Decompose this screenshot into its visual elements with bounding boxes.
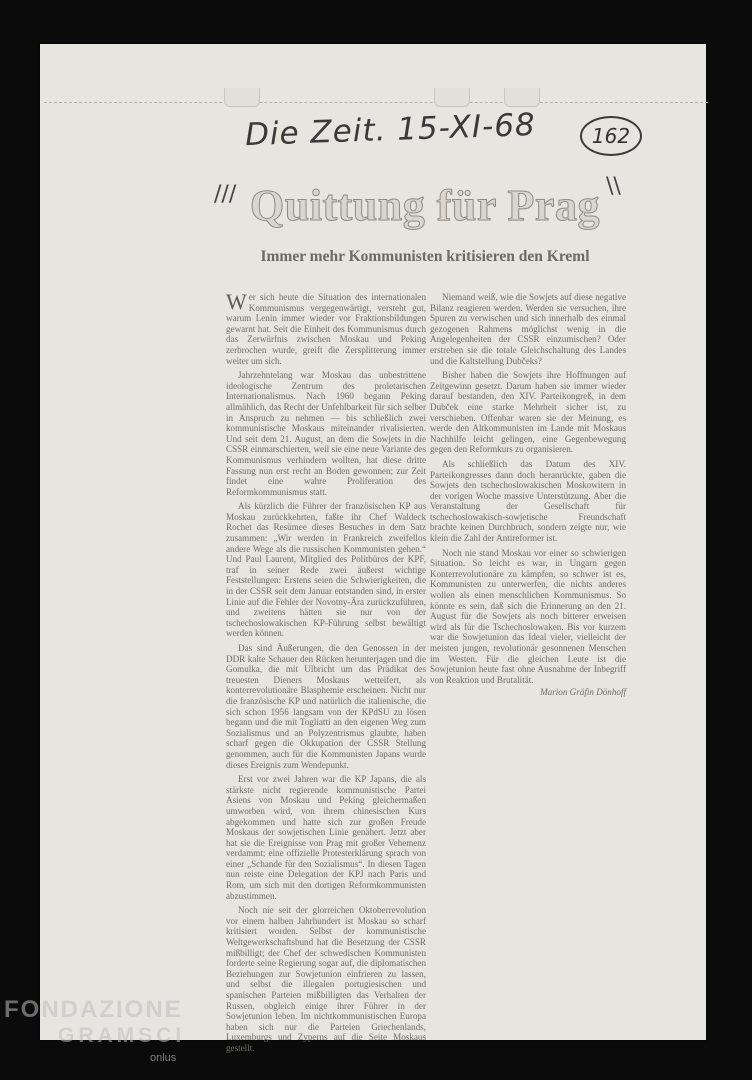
handwritten-source-note: Die Zeit. 15-XI-68 — [244, 106, 537, 154]
paragraph: Jahrzehntelang war Moskau das unbestrittene ideologische Zentrum des proletarischen Internationalismus. Nach 1960 begann Peking allmählich, das Recht der Unfehlbarkeit für sich selber in Anspruch zu nehmen — bis schließlich zwei kommunistische Moskaus miteinander rivalisierten. Und seit dem 21. August, an dem die Sowjets in die CSSR einmarschierten, weil sie eine neue Variante des Kommunismus verhindern wollten, hat diese dritte Fassung nun erst recht an Boden gewonnen; zur Zeit findet eine wahre Proliferation des Reformkommunismus statt. — [226, 370, 426, 497]
paragraph-text: er sich heute die Situation des internationalen Kommunismus vergegenwärtigt, versteht gut, warum Lenin immer wieder vor Fraktionsbildungen gewarnt hat. Seit die Einheit des Kommunismus durch das Zerwürfnis zwischen Moskau und Peking zerbrochen wurde, greift die Zersplitterung immer weiter um sich. — [226, 292, 426, 366]
article-headline: Quittung für Prag — [250, 181, 600, 230]
article-subheadline: Immer mehr Kommunisten kritisieren den Kreml — [260, 248, 590, 265]
paragraph: Noch nie stand Moskau vor einer so schwierigen Situation. So leicht es war, in Ungarn gegen Konterrevolutionäre zu kämpfen, so schwer ist es, Kommunisten zu unterwerfen, die nichts anderes wollen als einen menschlichen Kommunismus. So könnte es sein, daß sich die Erinnerung an den 21. August für die Sowjets als noch bitterer erweisen wird als für die Tschechoslowaken. Bis vor kurzem war die Sowjetunion das Ideal vieler, vielleicht der meisten jungen, revolutionär gesonnenen Menschen im Westen. Für die gleichen Leute ist die Sowjetunion heute fast ohne Ausnahme der Inbegriff von Reaktion und Brutalität. — [430, 547, 626, 685]
watermark-logo — [4, 996, 185, 1048]
paragraph-text: W — [226, 289, 247, 314]
paragraph: Bisher haben die Sowjets ihre Hoffnungen auf Zeitgewinn gesetzt. Darum haben sie immer wieder darauf bestanden, den XIV. Parteikongreß, in dem Dubček eine starke Mehrheit sicher ist, zu verschieben. Offenbar waren sie der Meinung, es werde den Altkommunisten im Lande mit Moskaus Nachhilfe leicht gelingen, eine Gegenbewegung gegen den Reformkurs zu organisieren. — [430, 370, 626, 455]
paragraph: Niemand weiß, wie die Sowjets auf diese negative Bilanz reagieren werden. Werden sie versuchen, ihre Spuren zu verwischen und sich innerhalb des einmal gezogenen Rahmens möglichst wenig in die Angelegenheiten der CSSR einzumischen? Oder erstreben sie die totale Gleichschaltung des Landes und die Kaltstellung Dubčeks? — [430, 292, 626, 366]
watermark-line2: GRAMSCI — [58, 1024, 186, 1047]
pen-mark-right: \\ — [606, 174, 621, 199]
paragraph: Als schließlich das Datum des XIV. Parteikongresses dann doch heranrückte, gaben die Sowjets den tschechoslowakischen Moskowitern in der vorigen Woche massive Unterstützung. Aber die Veranstaltung der Gesellschaft für tschechoslowakisch-sowjetische Freundschaft brachte keinen Durchbruch, sondern zeigte nur, wie klein die Zahl der Antireformer ist. — [430, 458, 626, 544]
watermark-line1: FONDAZIONE — [4, 996, 183, 1023]
paragraph: Erst vor zwei Jahren war die KP Japans, die als stärkste nicht regierende kommunistische Partei Asiens von Moskau und Peking gleichermaßen umworben wird, von ihrem chinesischen Kurs abgekommen und hatte sich zur großen Freude Moskaus der sowjetischen Linie genähert. Jetzt aber hat sie die Ereignisse von Prag mit großer Vehemenz verdammt; eine offizielle Protesterklärung sprach von einer „Schande für den Sozialismus“. In diesen Tagen nun reiste eine Delegation der KPJ nach Paris und Rom, um sich mit den dortigen Reformkommunisten abzustimmen. — [226, 774, 426, 901]
archive-number: 162 — [591, 124, 631, 148]
paragraph: Noch nie seit der glorreichen Oktoberrevolution vor einem halben Jahrhundert ist Moskau so scharf kritisiert worden. Selbst der kommunistische Weltgewerkschaftsbund hat die Besetzung der CSSR mißbilligt; der Chef der schwedischen Kommunisten forderte seine Regierung sogar auf, die diplomatischen Beziehungen zur Sowjetunion einfrieren zu lassen, und selbst die illegalen portugiesischen und spanischen Parteien mißbilligten das Verhalten der Russen, obgleich einige ihrer Führer in der Sowjetunion leben. Im nichtkommunistischen Europa haben sich nur die Parteien Griechenlands, Luxemburgs und Zyperns auf die Seite Moskaus gestellt. — [226, 905, 426, 1053]
clip-mark — [224, 88, 260, 107]
article-column-right — [430, 292, 626, 698]
watermark-suffix: onlus — [150, 1052, 177, 1064]
archive-number-circle — [580, 116, 642, 156]
binding-strip — [44, 58, 708, 103]
paragraph: Als kürzlich die Führer der französischen KP aus Moskau zurückkehrten, faßte ihr Chef Waldeck Rochet das Resümee dieses Besuches in dem Satz zusammen: „Wir werden in Frankreich zweifellos andere Wege als die russischen Kommunisten gehen.“ Und Paul Laurent, Mitglied des Politbüros der KPF, traf in seiner Rede zwei äußerst wichtige Feststellungen: Erstens seien die Schwierigkeiten, die in der CSSR seit dem Januar entstanden sind, in erster Linie auf die Fehler der Novotny-Ära zurückzuführen, und zweitens hätten sie nur von der tschechoslowakischen KP-Führung selbst bewältigt werden können. — [226, 501, 426, 639]
article-author: Marion Gräfin Dönhoff — [540, 687, 626, 698]
paragraph: Das sind Äußerungen, die den Genossen in der DDR kalte Schauer den Rücken herunterjagen und die Gomulka, die mit Ulbricht um das Prädikat des treuesten Dieners Moskaus wetteifert, als konterrevolutionäre Blasphemie erscheinen. Nicht nur die französische KP und natürlich die italienische, die sich schon 1956 langsam von der KPdSU zu lösen begann und die mit Togliatti an den eigenen Weg zum Sozialismus und an Polyzentrismus glaubte, haben scharf gegen die Okkupation der CSSR Stellung genommen, auch für die Kommunisten Japans wurde dieses Ereignis zum Wendepunkt. — [226, 643, 426, 770]
clip-mark — [504, 88, 540, 107]
article-column-left — [226, 289, 426, 1053]
paragraph — [226, 289, 426, 366]
pen-mark-left: /// — [214, 182, 237, 207]
clip-mark — [434, 88, 470, 107]
